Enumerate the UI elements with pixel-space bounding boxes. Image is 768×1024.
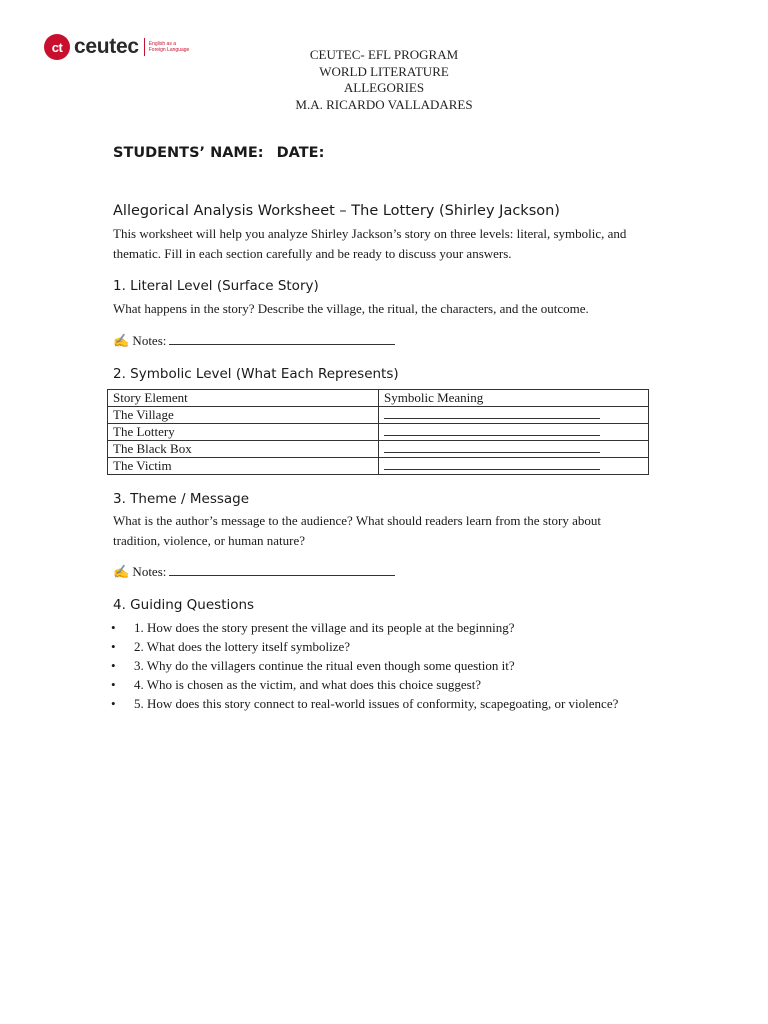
table-row [108,441,649,458]
table-cell-element: The Black Box [108,441,379,458]
guiding-questions-list [111,618,631,713]
table-header-row [108,390,649,407]
logo-wordmark: ceutec [74,35,139,58]
question-text: 5. How does this story connect to real-world issues of conformity, scapegoating, or violence? [134,696,619,711]
section1-notes-field[interactable] [169,334,395,345]
list-item [111,656,631,675]
list-item [111,675,631,694]
table-cell-element: The Victim [108,458,379,475]
section2-title: 2. Symbolic Level (What Each Represents) [113,366,399,382]
list-item [111,637,631,656]
meaning-blank[interactable] [384,444,600,453]
section1-notes [113,333,395,349]
question-text: 4. Who is chosen as the victim, and what does this choice suggest? [134,677,482,692]
table-row [108,407,649,424]
symbolic-table [107,389,649,475]
list-item [111,694,631,713]
section4-title: 4. Guiding Questions [113,597,255,613]
question-text: 1. How does the story present the village and its people at the beginning? [134,620,515,635]
question-text: 2. What does the lottery itself symbolize? [134,639,351,654]
section3-notes-field[interactable] [169,565,395,576]
document-header [0,47,768,113]
students-line [113,145,332,161]
date-label: DATE: [276,145,325,161]
table-row [108,424,649,441]
table-cell-meaning[interactable] [379,441,649,458]
meaning-blank[interactable] [384,427,600,436]
list-item [111,618,631,637]
meaning-blank[interactable] [384,461,600,470]
meaning-blank[interactable] [384,410,600,419]
section1-prompt: What happens in the story? Describe the village, the ritual, the characters, and the outcome. [113,301,589,316]
worksheet-title: Allegorical Analysis Worksheet – The Lottery (Shirley Jackson) [113,203,560,219]
worksheet-intro: This worksheet will help you analyze Shirley Jackson’s story on three levels: literal, symbolic, and thematic. Fill in each section carefully and be ready to discuss your answers. [113,226,627,261]
table-cell-meaning[interactable] [379,424,649,441]
question-text: 3. Why do the villagers continue the ritual even though some question it? [134,658,515,673]
bullet: • [111,639,116,654]
table-cell-element: The Village [108,407,379,424]
table-cell-meaning[interactable] [379,458,649,475]
students-name-label: STUDENTS’ NAME: [113,145,264,161]
bullet: • [111,677,116,692]
bullet: • [111,658,116,673]
table-cell-meaning[interactable] [379,407,649,424]
header-course: WORLD LITERATURE [319,63,449,79]
section3-notes [113,564,395,580]
logo-tagline-line2: Foreign Language [148,47,190,53]
table-header-symbolic-meaning: Symbolic Meaning [379,390,649,407]
bullet: • [111,696,116,711]
section3-title: 3. Theme / Message [113,491,250,507]
logo-tagline-line1: English as a [148,41,176,47]
table-cell-element: The Lottery [108,424,379,441]
table-row [108,458,649,475]
section1-notes-label: ✍ Notes: [113,333,167,348]
header-topic: ALLEGORIES [343,80,425,95]
bullet: • [111,620,116,635]
section3-prompt: What is the author’s message to the audience? What should readers learn from the story about tradition, violence, or human nature? [113,513,601,548]
ct-logo-icon: ct [44,34,70,60]
header-instructor: M.A. RICARDO VALLADARES [295,96,473,112]
section1-title: 1. Literal Level (Surface Story) [113,278,319,294]
header-program: CEUTEC- EFL PROGRAM [309,47,459,62]
table-header-story-element: Story Element [108,390,379,407]
section3-notes-label: ✍ Notes: [113,564,167,579]
